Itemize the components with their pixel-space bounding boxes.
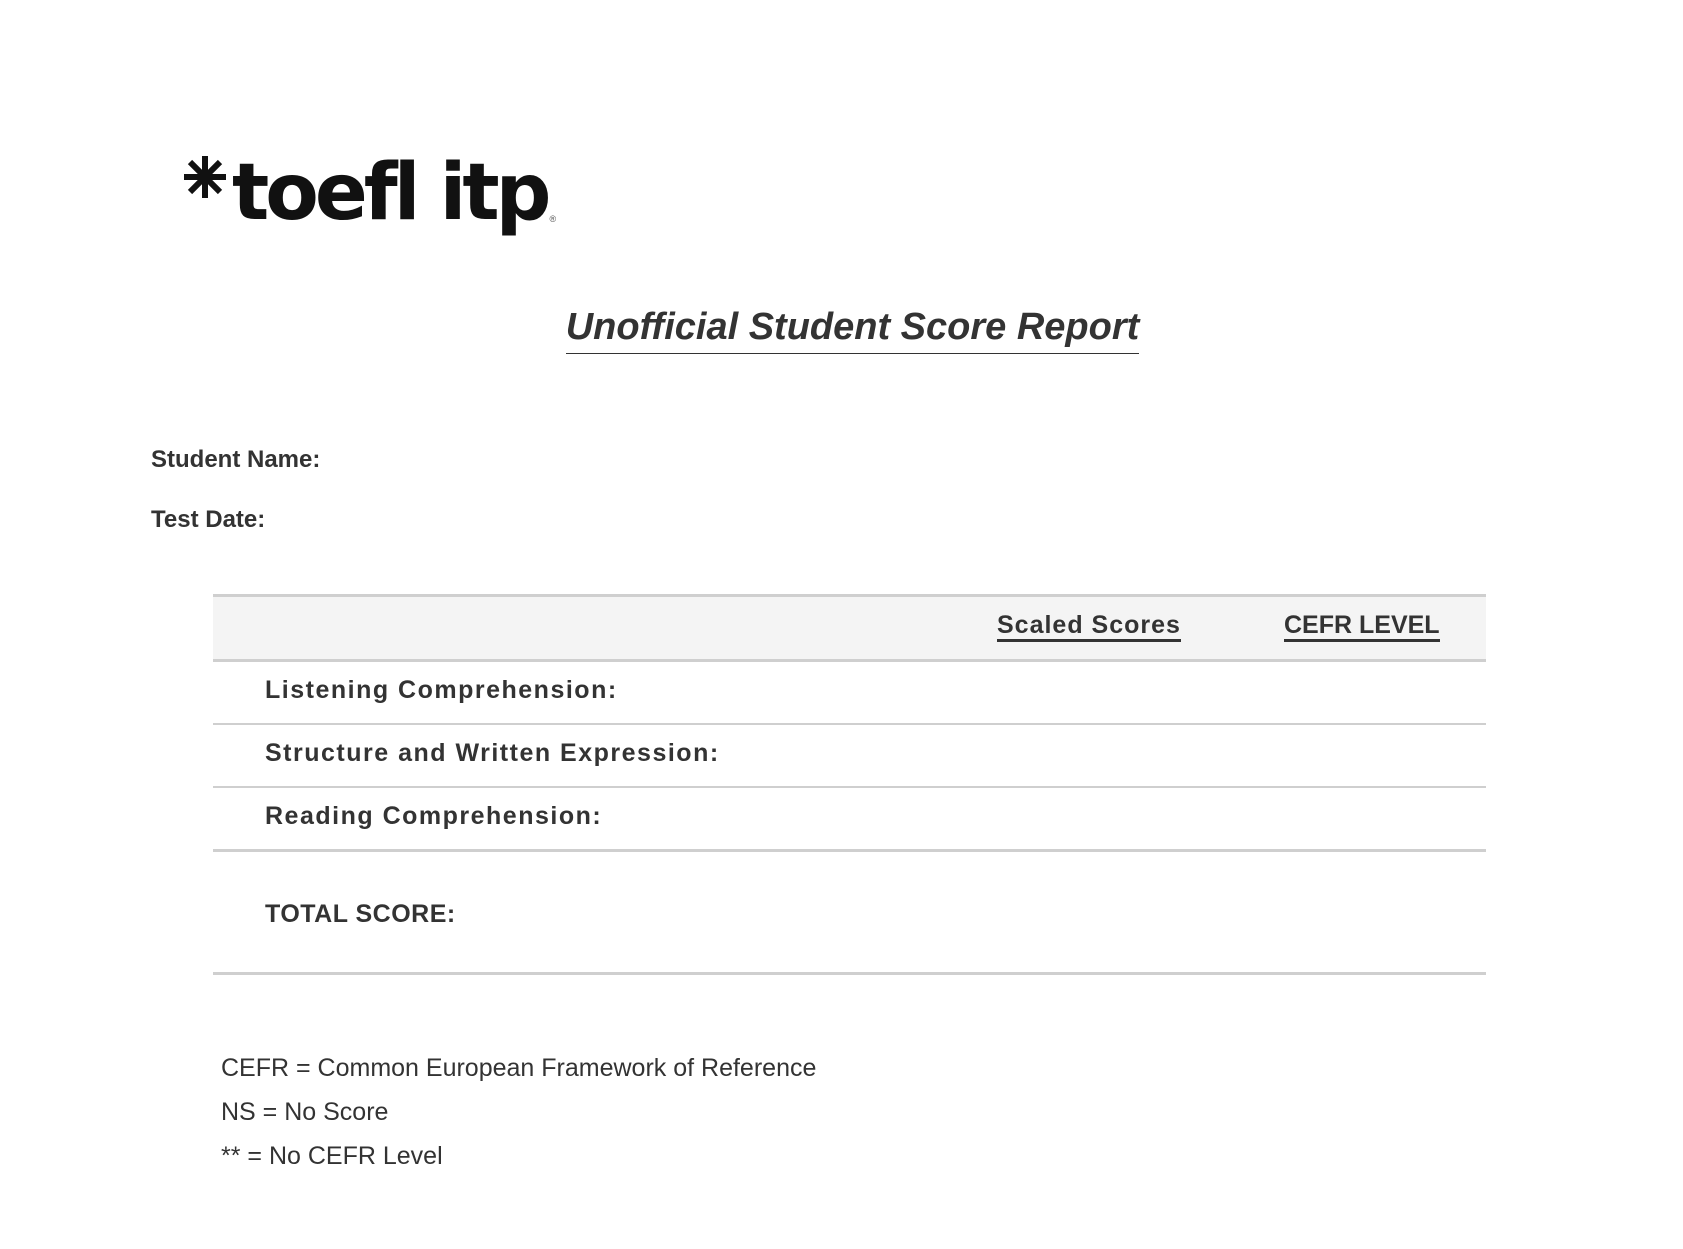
reading-label: Reading Comprehension: [265,802,603,830]
legend-item: ** = No CEFR Level [221,1142,443,1170]
student-name-label: Student Name: [151,446,321,473]
cefr-level-header: CEFR LEVEL [1284,611,1440,642]
legend-item: NS = No Score [221,1098,389,1126]
listening-label: Listening Comprehension: [265,676,618,704]
toefl-itp-logo [182,140,556,250]
asterisk-icon [182,154,228,200]
registered-mark: ® [549,214,557,224]
table-row-total [213,852,1486,975]
score-table [213,594,1486,975]
legend [221,1046,816,1178]
structure-label: Structure and Written Expression: [265,739,720,767]
score-table-header [213,594,1486,662]
table-row-reading [213,788,1486,852]
report-title [0,306,1683,354]
table-row-structure [213,725,1486,788]
test-date-label: Test Date: [151,506,266,533]
total-score-label: TOTAL SCORE: [265,900,456,928]
report-title-text: Unofficial Student Score Report [566,306,1140,354]
logo-text: toefl itp [232,148,548,238]
table-row-listening [213,662,1486,725]
scaled-scores-header: Scaled Scores [997,611,1181,642]
legend-item: CEFR = Common European Framework of Reference [221,1054,817,1082]
